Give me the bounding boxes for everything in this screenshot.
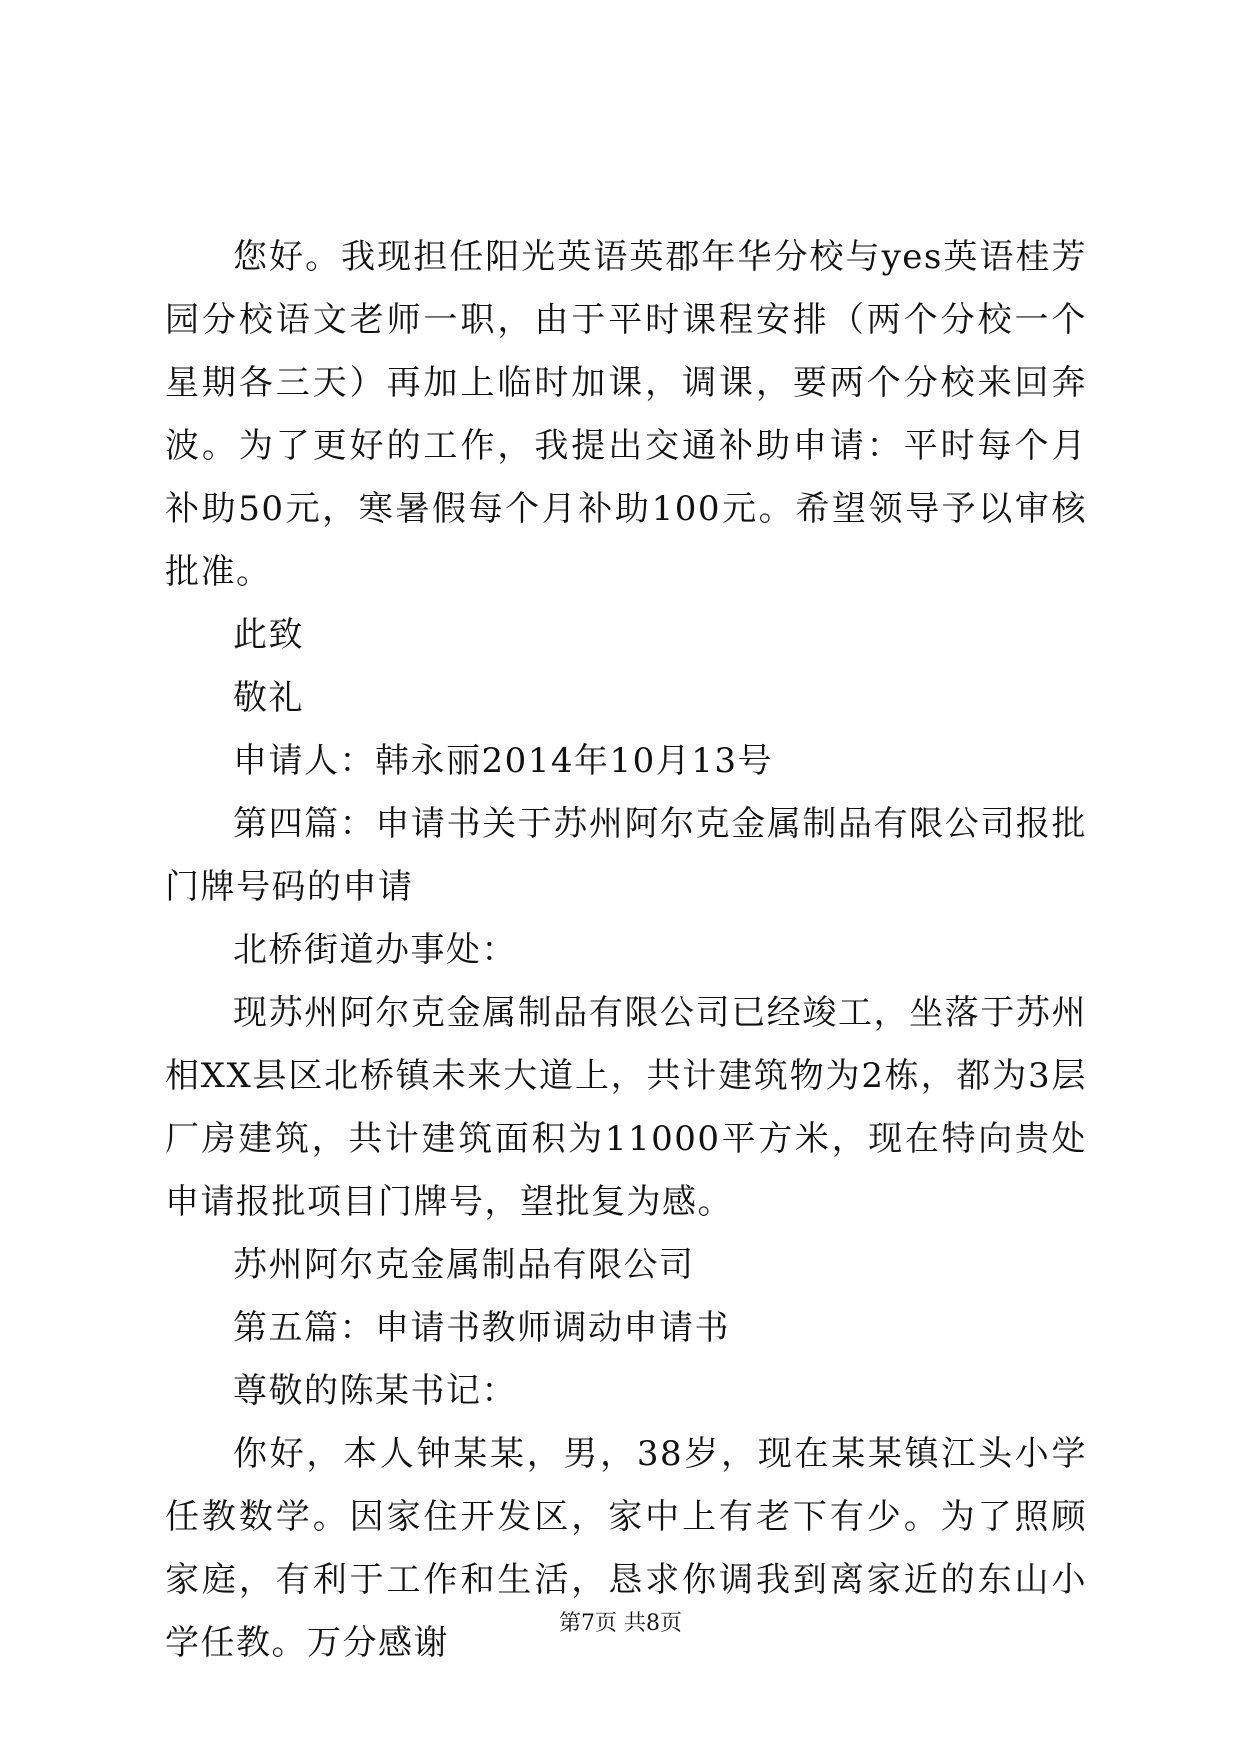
paragraph-teacher-transfer-request: 你好，本人钟某某，男，38岁，现在某某镇江头小学任教数学。因家住开发区，家中上有老下有少。为了照顾家庭，有利于工作和生活，恳求你调我到离家近的东山小学任教。万分感谢 <box>165 1434 1087 1663</box>
closing-salutation-jingli: 敬礼 <box>233 678 304 718</box>
section-heading-part-five: 第五篇：申请书教师调动申请书 <box>233 1308 730 1348</box>
section-heading-part-four: 第四篇：申请书关于苏州阿尔克金属制品有限公司报批门牌号码的申请 <box>165 804 1087 907</box>
recipient-beiqiao-office: 北桥街道办事处： <box>233 930 517 970</box>
page-number-footer: 第7页 共8页 <box>559 1611 682 1636</box>
applicant-signature-date: 申请人：韩永丽2014年10月13号 <box>233 741 774 781</box>
closing-salutation-cizhi: 此致 <box>233 615 304 655</box>
paragraph-transport-subsidy-request: 您好。我现担任阳光英语英郡年华分校与yes英语桂芳园分校语文老师一职，由于平时课程安排（两个分校一个星期各三天）再加上临时加课，调课，要两个分校来回奔波。为了更好的工作，我提出交通补助申请：平时每个月补助50元，寒暑假每个月补助100元。希望领导予以审核批准。 <box>165 237 1087 592</box>
recipient-secretary-chen: 尊敬的陈某书记： <box>233 1371 517 1411</box>
company-signature: 苏州阿尔克金属制品有限公司 <box>233 1245 695 1285</box>
document-body <box>165 226 1087 1675</box>
paragraph-door-number-request: 现苏州阿尔克金属制品有限公司已经竣工，坐落于苏州相XX县区北桥镇未来大道上，共计建筑物为2栋，都为3层厂房建筑，共计建筑面积为11000平方米，现在特向贵处申请报批项目门牌号，望批复为感。 <box>165 993 1087 1222</box>
